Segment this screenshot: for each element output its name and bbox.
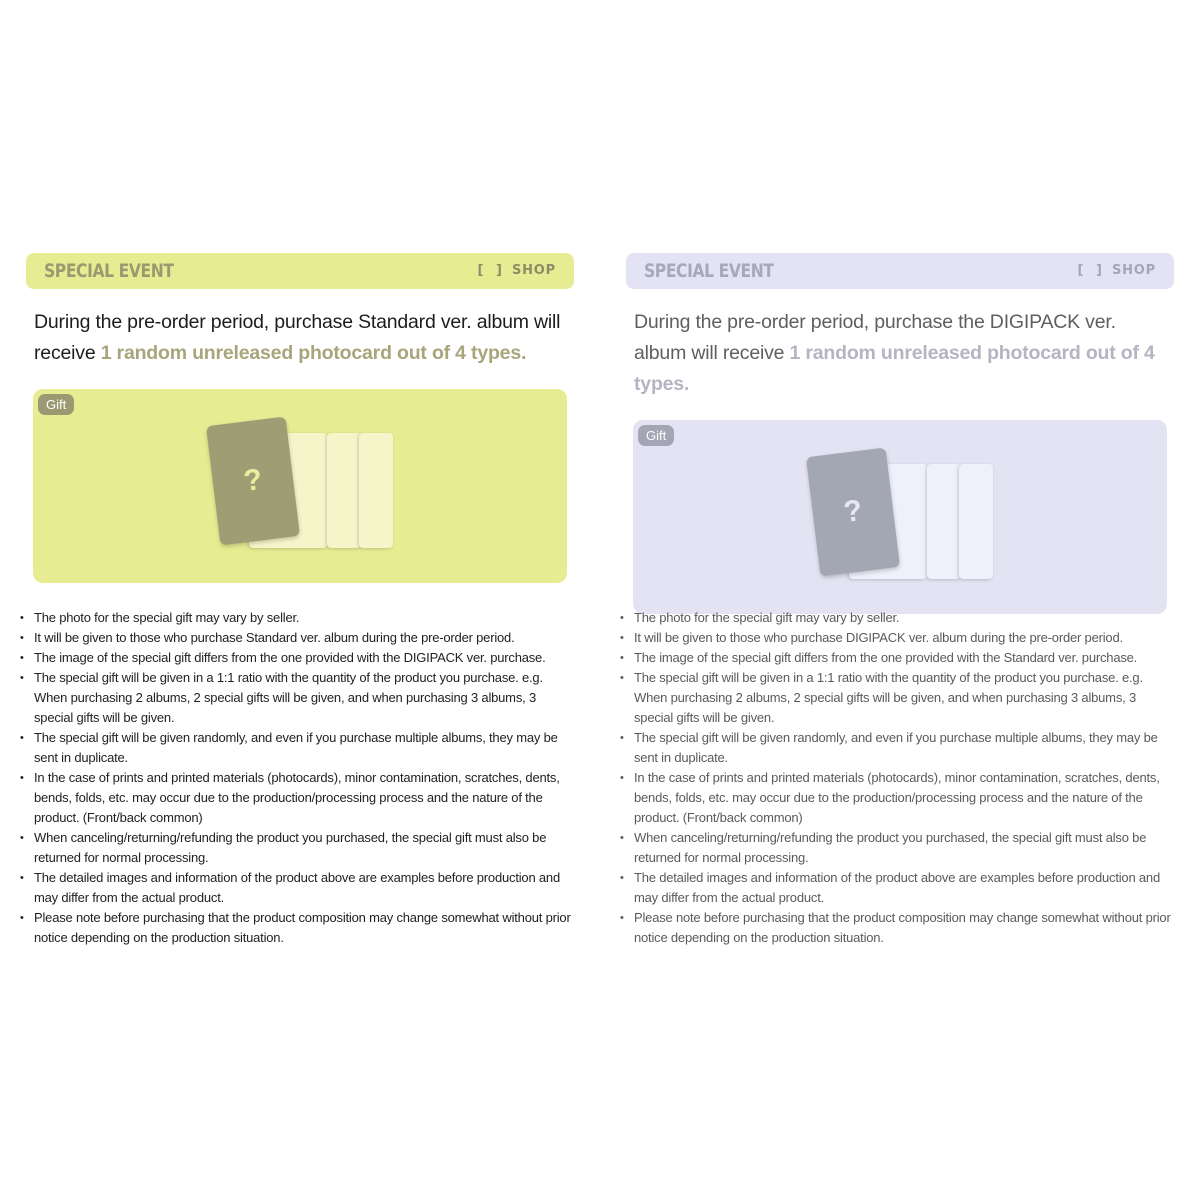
notice-item: • It will be given to those who purchase DIGIPACK ver. album during the pre-order period. <box>633 628 1173 648</box>
photocard-back <box>327 433 361 548</box>
mystery-photocard-icon: ? <box>806 448 900 577</box>
notice-item: • The special gift will be given randomly, and even if you purchase multiple albums, they may be sent in duplicate. <box>33 728 573 768</box>
notice-item: • It will be given to those who purchase Standard ver. album during the pre-order period. <box>33 628 573 648</box>
photocard-stack <box>809 450 999 580</box>
notice-item: • The special gift will be given in a 1:1 ratio with the quantity of the product you purchase. e.g. When purchasing 2 albums, 2 special gifts will be given, and when purchasing 3 albums, 3 special gifts will be given. <box>633 668 1173 728</box>
photocard-back <box>927 464 961 579</box>
notice-item: • In the case of prints and printed materials (photocards), minor contamination, scratches, dents, bends, folds, etc. may occur due to the production/processing process and the nature of the product. (Front/back common) <box>33 768 573 828</box>
shop-text: SHOP <box>1111 263 1156 278</box>
digipack-event-panel <box>626 253 1174 945</box>
headline-text: During the pre-order period, purchase Standard ver. album will receive <box>34 311 561 364</box>
event-header-bar <box>626 253 1174 289</box>
headline-text: During the pre-order period, purchase the DIGIPACK ver. album will receive <box>634 311 1116 364</box>
notice-list <box>33 608 573 948</box>
shop-bracket-icon: [ ] <box>477 263 506 278</box>
notice-item: • Please note before purchasing that the product composition may change somewhat without prior notice depending on the production situation. <box>33 908 573 948</box>
notice-item: • The image of the special gift differs from the one provided with the Standard ver. purchase. <box>633 648 1173 668</box>
headline-highlight: 1 random unreleased photocard out of 4 types. <box>100 342 527 364</box>
gift-tag: Gift <box>38 394 74 415</box>
mystery-photocard-icon: ? <box>206 417 300 546</box>
photocard-back <box>359 433 393 548</box>
event-headline <box>34 307 566 369</box>
shop-label <box>478 263 556 278</box>
photocard-stack <box>209 419 399 549</box>
event-title: SPECIAL EVENT <box>44 260 174 282</box>
notice-item: • In the case of prints and printed materials (photocards), minor contamination, scratches, dents, bends, folds, etc. may occur due to the production/processing process and the nature of the product. (Front/back common) <box>633 768 1173 828</box>
notice-item: • The image of the special gift differs from the one provided with the DIGIPACK ver. purchase. <box>33 648 573 668</box>
notice-list <box>633 608 1173 948</box>
photocard-back <box>959 464 993 579</box>
gift-preview-box <box>633 420 1167 614</box>
notice-item: • When canceling/returning/refunding the product you purchased, the special gift must also be returned for normal processing. <box>633 828 1173 868</box>
notice-item: • The special gift will be given randomly, and even if you purchase multiple albums, they may be sent in duplicate. <box>633 728 1173 768</box>
notice-item: • The photo for the special gift may vary by seller. <box>633 608 1173 628</box>
notice-item: • When canceling/returning/refunding the product you purchased, the special gift must also be returned for normal processing. <box>33 828 573 868</box>
shop-bracket-icon: [ ] <box>1077 263 1106 278</box>
standard-event-panel <box>26 253 574 945</box>
event-title: SPECIAL EVENT <box>644 260 774 282</box>
notice-item: • The photo for the special gift may vary by seller. <box>33 608 573 628</box>
notice-item: • The detailed images and information of the product above are examples before production and may differ from the actual product. <box>33 868 573 908</box>
event-headline <box>634 307 1166 400</box>
shop-label <box>1078 263 1156 278</box>
gift-tag: Gift <box>638 425 674 446</box>
notice-item: • The special gift will be given in a 1:1 ratio with the quantity of the product you purchase. e.g. When purchasing 2 albums, 2 special gifts will be given, and when purchasing 3 albums, 3 special gifts will be given. <box>33 668 573 728</box>
gift-preview-box <box>33 389 567 583</box>
notice-item: • Please note before purchasing that the product composition may change somewhat without prior notice depending on the production situation. <box>633 908 1173 948</box>
event-header-bar <box>26 253 574 289</box>
shop-text: SHOP <box>511 263 556 278</box>
headline-highlight: 1 random unreleased photocard out of 4 types. <box>634 342 1155 395</box>
notice-item: • The detailed images and information of the product above are examples before production and may differ from the actual product. <box>633 868 1173 908</box>
